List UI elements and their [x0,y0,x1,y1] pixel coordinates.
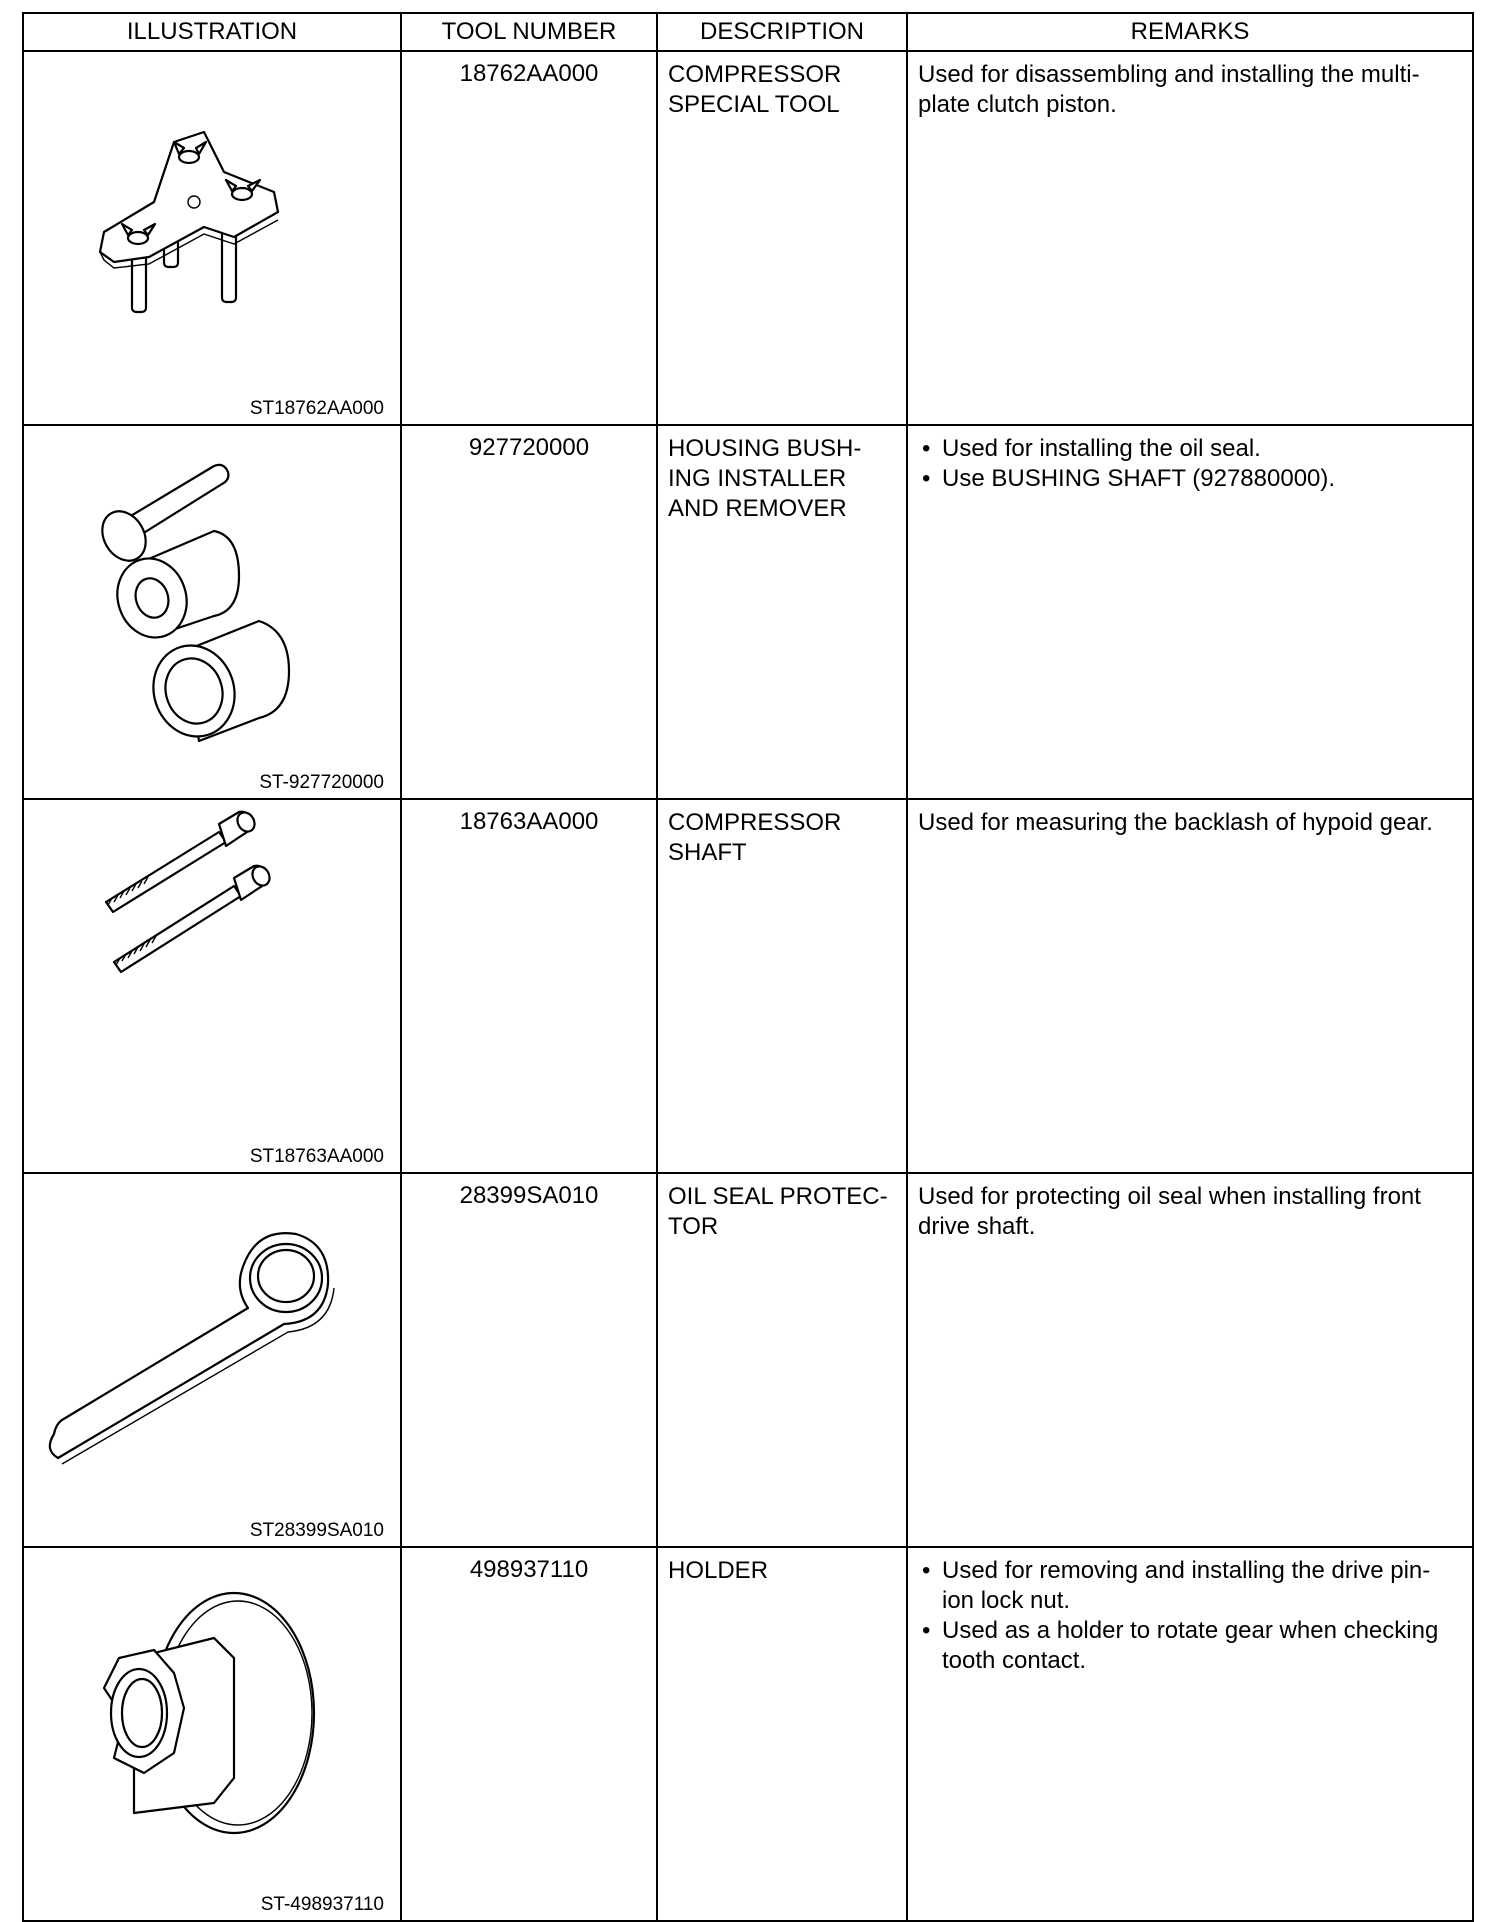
table-row [23,425,1473,799]
oil-seal-protector-icon [34,1184,390,1494]
description-cell: HOUSING BUSH-ING INSTALLER AND REMOVER [657,425,907,799]
description-cell: OIL SEAL PROTEC-TOR [657,1173,907,1547]
remark-text: Used for protecting oil seal when installing front drive shaft. [918,1183,1421,1240]
table-header-row [23,13,1473,51]
special-tools-table [22,12,1474,1922]
table-row [23,799,1473,1173]
illustration-code: ST-927720000 [259,772,384,793]
tool-number-cell: 498937110 [401,1547,657,1921]
illustration-cell [23,1173,401,1547]
illustration-cell [23,51,401,425]
remarks-cell [907,51,1473,425]
tool-number-cell: 28399SA010 [401,1173,657,1547]
header-description: DESCRIPTION [657,13,907,51]
table-row [23,1173,1473,1547]
illustration-code: ST18762AA000 [249,398,384,419]
description-cell: COMPRESSOR SHAFT [657,799,907,1173]
illustration-cell [23,425,401,799]
remarks-list [918,1556,1462,1676]
remark-item: • Used as a holder to rotate gear when checking tooth contact. [918,1616,1462,1676]
illustration-cell [23,799,401,1173]
holder-icon [34,1558,390,1868]
tool-number-cell: 18763AA000 [401,799,657,1173]
table-row [23,1547,1473,1921]
remarks-cell [907,1173,1473,1547]
remark-item: • Used for installing the oil seal. [918,434,1462,464]
illustration-code: ST28399SA010 [249,1520,384,1541]
remark-text: Used for measuring the backlash of hypoid gear. [918,809,1433,836]
remarks-cell [907,799,1473,1173]
remark-text: Used for disassembling and installing the multi-plate clutch piston. [918,61,1420,118]
description-cell: HOLDER [657,1547,907,1921]
remarks-cell [907,1547,1473,1921]
tool-number-cell: 927720000 [401,425,657,799]
remarks-list [918,434,1462,494]
header-remarks: REMARKS [907,13,1473,51]
tool-number-cell: 18762AA000 [401,51,657,425]
remark-item: • Use BUSHING SHAFT (927880000). [918,464,1462,494]
illustration-cell [23,1547,401,1921]
illustration-code: ST18763AA000 [249,1146,384,1167]
header-illustration: ILLUSTRATION [23,13,401,51]
illustration-code: ST-498937110 [260,1894,384,1915]
compressor-shaft-icon [34,810,390,1120]
compressor-special-tool-icon [34,62,390,372]
bushing-installer-icon [34,436,390,746]
header-tool-number: TOOL NUMBER [401,13,657,51]
remark-item: • Used for removing and installing the drive pin-ion lock nut. [918,1556,1462,1616]
special-tools-sheet [22,12,1468,1915]
description-cell: COMPRESSOR SPECIAL TOOL [657,51,907,425]
remarks-cell [907,425,1473,799]
table-row [23,51,1473,425]
